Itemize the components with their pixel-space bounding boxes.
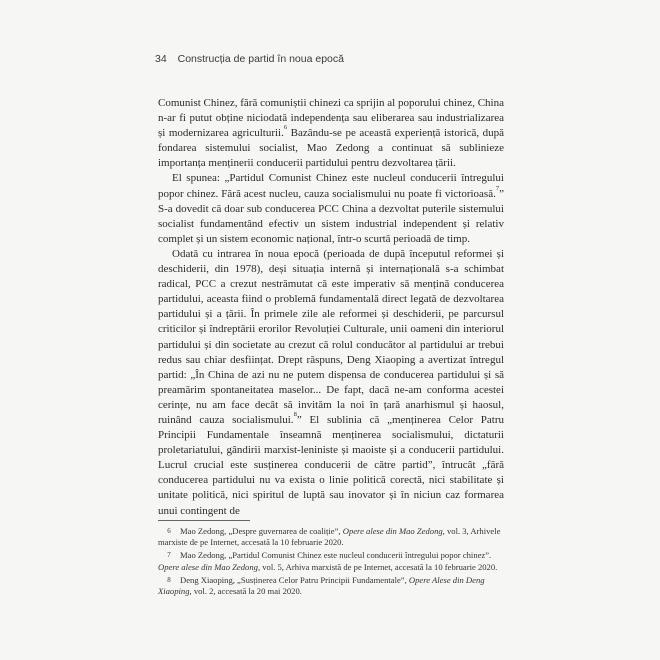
footnote-work-title: Opere alese din Mao Zedong <box>342 526 443 536</box>
footnote-ref-8: 8 <box>293 410 297 418</box>
footnote-8 <box>158 575 504 597</box>
footnote-number: 6 <box>167 527 171 535</box>
footnote-6 <box>158 526 504 548</box>
paragraph-1-text: Comunist Chinez, fără comuniștii chinezi ca sprijin al poporului chinez, China n-ar fi putut obține niciodată independența sau eliberarea sau industrializarea și modernizarea agriculturii. <box>158 97 504 140</box>
footnote-text: Mao Zedong, „Partidul Comunist Chinez este nucleul conducerii întregului popor chinez”. <box>180 550 492 561</box>
footnote-number: 8 <box>167 575 171 584</box>
footnotes <box>158 526 504 599</box>
footnote-ref-7: 7 <box>495 184 500 192</box>
footnote-work-title: Opere alese din Mao Zedong <box>158 561 258 572</box>
paragraph-2 <box>158 171 504 246</box>
paragraph-1 <box>158 96 504 171</box>
main-text <box>158 96 504 519</box>
footnote-number: 7 <box>167 551 171 560</box>
paragraph-2-continued: ” S-a dovedit că doar sub conducerea PCC China a dezvoltat puterile sistemului socialist fundamentând efectiv un sistem industrial independent și relativ complet și un sistem economic național, într-o scurtă perioadă de timp. <box>158 187 504 245</box>
paragraph-2-text: El spunea: „Partidul Comunist Chinez este nucleul conducerii întregului popor chinez. Fără acest nucleu, cauza socialismului nu poate fi victorioasă. <box>158 172 504 200</box>
footnote-divider <box>158 520 250 521</box>
paragraph-3 <box>158 247 504 519</box>
running-title: Construcția de partid în noua epocă <box>177 53 344 65</box>
page-number: 34 <box>155 53 167 65</box>
paragraph-3-continued: ” El sublinia că „menținerea Celor Patru Principii Fundamentale înseamnă menținerea socialismului, dictaturii proletariatului, gândirii marxist-leniniste și maoiste și a conducerii partidului. Lucrul crucial este susținerea conducerii de către partid”, întrucât „fără conducerea partidului nu va exista o linie politică corectă, nici stabilitate și unitate politică, nici spiritul de luptă sau inovator și în niciun caz formarea unui contingent de <box>158 413 505 517</box>
footnote-text: Deng Xiaoping, „Susținerea Celor Patru Principii Fundamentale”, <box>180 574 409 585</box>
footnote-7 <box>158 550 504 572</box>
footnote-work-title: Opere Alese din Deng Xiaoping <box>158 574 485 597</box>
footnote-text: , vol. 3, Arhivele marxiste de pe Internet, accesată la 10 februarie 2020. <box>158 526 501 548</box>
footnote-text: Mao Zedong, „Despre guvernarea de coaliție”, <box>180 526 343 536</box>
footnote-text: , vol. 5, Arhiva marxistă de pe Internet, accesată la 10 februarie 2020. <box>257 561 498 572</box>
paragraph-3-text: Odată cu intrarea în noua epocă (perioada de după începutul reformei și deschiderii, din 1978), deși situația internă și internațională s-a schimbat radical, PCC a crezut nestrămutat că este imperativ să mențină conducerea partidului, aceasta fiind o problemă fundamentală direct legată de dezvoltarea partidului și a țării. În primele zile ale reformei și deschiderii, pe parcursul criticilor și îndreptării erorilor Revoluției Culturale, unii oameni din interiorul partidului și din societate au crezut că rolul conducător al partidului ar trebui redus sau chiar desființat. Drept răspuns, Deng Xiaoping a avertizat întregul partid: „În China de azi nu ne putem dispensa de conducerea partidului și să preamărim spontaneitatea maselor... De fapt, dacă ne-am conforma acestei cerințe, nu am face decât să invităm la noi în țară anarhismul și haosul, ruinând cauza socialismului. <box>158 247 504 426</box>
footnote-ref-6: 6 <box>283 124 288 132</box>
paragraph-1-continued: Bazându-se pe această experiență istorică, după fondarea sistemului socialist, Mao Zedong a continuat să sublinieze importanța menținerii conducerii partidului pentru dezvoltarea țării. <box>158 127 504 170</box>
footnote-text: , vol. 2, accesată la 20 mai 2020. <box>189 586 302 597</box>
running-header <box>155 53 344 65</box>
